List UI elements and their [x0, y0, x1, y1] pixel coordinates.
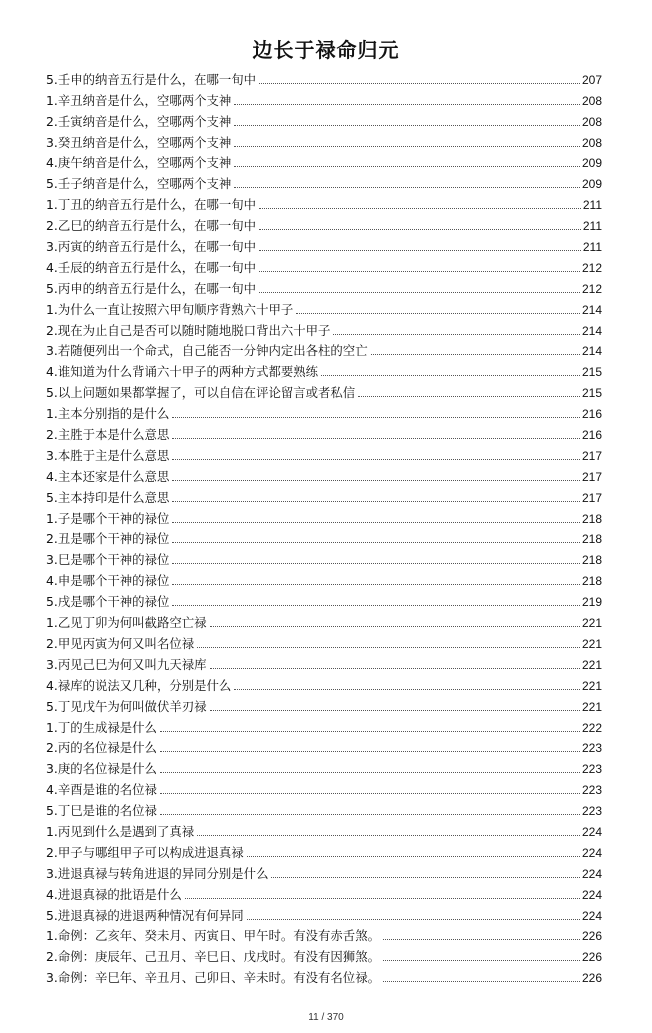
toc-entry-title: 4.禄库的说法又几种，分别是什么	[46, 677, 232, 693]
toc-entry-page: 223	[581, 762, 602, 777]
toc-leader-dots	[197, 835, 580, 836]
toc-entry[interactable]	[46, 234, 602, 255]
toc-entry-title: 1.丙见到什么是遇到了真禄	[46, 823, 195, 839]
toc-leader-dots	[172, 584, 580, 585]
toc-entry-title: 5.以上问题如果都掌握了，可以自信在评论留言或者私信	[46, 385, 356, 401]
toc-entry-title: 1.辛丑纳音是什么，空哪两个支神	[46, 92, 232, 108]
toc-leader-dots	[172, 480, 580, 481]
toc-entry-page: 214	[581, 344, 602, 359]
toc-entry-page: 216	[581, 407, 602, 422]
toc-entry-page: 221	[581, 678, 602, 693]
toc-entry-title: 5.进退真禄的进退两种情况有何异同	[46, 907, 244, 923]
toc-leader-dots	[234, 125, 580, 126]
toc-entry[interactable]	[46, 798, 602, 819]
toc-leader-dots	[234, 689, 580, 690]
toc-leader-dots	[197, 647, 580, 648]
toc-leader-dots	[383, 939, 580, 940]
toc-entry-page: 217	[581, 448, 602, 463]
toc-entry-title: 4.辛酉是谁的名位禄	[46, 782, 157, 798]
toc-leader-dots	[172, 605, 580, 606]
toc-leader-dots	[371, 354, 580, 355]
toc-entry-page: 214	[581, 323, 602, 338]
toc-leader-dots	[172, 563, 580, 564]
toc-entry-page: 208	[581, 93, 602, 108]
toc-entry-title: 1.为什么一直让按照六甲旬顺序背熟六十甲子	[46, 301, 294, 317]
toc-entry-page: 209	[581, 156, 602, 171]
toc-entry[interactable]	[46, 443, 602, 464]
toc-entry[interactable]	[46, 694, 602, 715]
toc-entry-title: 4.进退真禄的批语是什么	[46, 886, 182, 902]
toc-entry[interactable]	[46, 819, 602, 840]
toc-entry-title: 5.丁巳是谁的名位禄	[46, 803, 157, 819]
toc-entry[interactable]	[46, 631, 602, 652]
table-of-contents	[46, 67, 602, 986]
toc-entry[interactable]	[46, 380, 602, 401]
toc-entry-title: 3.巳是哪个干神的禄位	[46, 552, 170, 568]
toc-entry[interactable]	[46, 840, 602, 861]
toc-entry-page: 226	[581, 929, 602, 944]
toc-entry[interactable]	[46, 777, 602, 798]
toc-leader-dots	[160, 814, 580, 815]
toc-entry[interactable]	[46, 652, 602, 673]
toc-entry-page: 218	[581, 574, 602, 589]
toc-entry[interactable]	[46, 255, 602, 276]
toc-leader-dots	[247, 919, 580, 920]
toc-entry-title: 4.壬辰的纳音五行是什么，在哪一旬中	[46, 259, 257, 275]
toc-entry-page: 218	[581, 553, 602, 568]
toc-entry-title: 1.命例：乙亥年、癸未月、丙寅日、甲午时。有没有赤舌煞。	[46, 928, 380, 944]
toc-entry[interactable]	[46, 171, 602, 192]
toc-leader-dots	[247, 856, 580, 857]
toc-entry-title: 3.丙寅的纳音五行是什么，在哪一旬中	[46, 239, 257, 255]
toc-leader-dots	[185, 898, 580, 899]
toc-entry[interactable]	[46, 213, 602, 234]
toc-entry[interactable]	[46, 297, 602, 318]
toc-entry-page: 218	[581, 532, 602, 547]
toc-entry[interactable]	[46, 944, 602, 965]
toc-entry-page: 224	[581, 845, 602, 860]
toc-leader-dots	[210, 668, 580, 669]
toc-entry[interactable]	[46, 715, 602, 736]
toc-entry-page: 211	[582, 198, 602, 213]
toc-entry-title: 3.本胜于主是什么意思	[46, 447, 170, 463]
toc-entry-title: 2.主胜于本是什么意思	[46, 427, 170, 443]
toc-leader-dots	[259, 271, 580, 272]
toc-entry-title: 4.主本还家是什么意思	[46, 468, 170, 484]
toc-entry[interactable]	[46, 151, 602, 172]
toc-entry-page: 226	[581, 950, 602, 965]
toc-leader-dots	[172, 522, 580, 523]
toc-entry-page: 224	[581, 887, 602, 902]
toc-entry-page: 209	[581, 177, 602, 192]
toc-leader-dots	[172, 438, 580, 439]
toc-entry[interactable]	[46, 861, 602, 882]
toc-entry-page: 219	[581, 595, 602, 610]
toc-entry-page: 218	[581, 511, 602, 526]
toc-entry-title: 5.壬申的纳音五行是什么，在哪一旬中	[46, 71, 257, 87]
toc-leader-dots	[259, 229, 581, 230]
toc-entry[interactable]	[46, 568, 602, 589]
toc-entry-title: 2.甲子与哪组甲子可以构成进退真禄	[46, 844, 244, 860]
toc-leader-dots	[172, 459, 580, 460]
toc-entry-page: 224	[581, 824, 602, 839]
toc-entry[interactable]	[46, 736, 602, 757]
toc-leader-dots	[210, 710, 580, 711]
toc-entry-title: 5.壬子纳音是什么，空哪两个支神	[46, 176, 232, 192]
toc-leader-dots	[160, 793, 580, 794]
toc-entry-title: 5.丙申的纳音五行是什么，在哪一旬中	[46, 280, 257, 296]
toc-entry-page: 216	[581, 428, 602, 443]
toc-entry-title: 2.命例：庚辰年、己丑月、辛巳日、戊戌时。有没有因狮煞。	[46, 949, 380, 965]
toc-entry-title: 2.丑是哪个干神的禄位	[46, 531, 170, 547]
toc-entry-title: 5.丁见戊午为何叫做伏羊刃禄	[46, 698, 207, 714]
toc-entry-page: 221	[581, 616, 602, 631]
toc-entry-title: 2.丙的名位禄是什么	[46, 740, 157, 756]
toc-leader-dots	[296, 313, 580, 314]
toc-leader-dots	[383, 960, 580, 961]
toc-entry-page: 224	[581, 866, 602, 881]
toc-leader-dots	[358, 396, 580, 397]
toc-leader-dots	[172, 542, 580, 543]
toc-entry-page: 207	[581, 72, 602, 87]
toc-entry[interactable]	[46, 464, 602, 485]
toc-entry[interactable]	[46, 547, 602, 568]
toc-entry-page: 217	[581, 469, 602, 484]
toc-entry[interactable]	[46, 756, 602, 777]
toc-leader-dots	[259, 83, 580, 84]
toc-entry-title: 2.乙巳的纳音五行是什么，在哪一旬中	[46, 218, 257, 234]
toc-leader-dots	[160, 751, 580, 752]
toc-entry-title: 2.现在为止自己是否可以随时随地脱口背出六十甲子	[46, 322, 331, 338]
toc-entry[interactable]	[46, 67, 602, 88]
toc-entry-page: 221	[581, 699, 602, 714]
toc-leader-dots	[160, 731, 580, 732]
toc-entry-page: 217	[581, 490, 602, 505]
toc-entry[interactable]	[46, 359, 602, 380]
toc-leader-dots	[271, 877, 580, 878]
toc-entry-page: 224	[581, 908, 602, 923]
toc-entry[interactable]	[46, 485, 602, 506]
toc-entry[interactable]	[46, 506, 602, 527]
toc-leader-dots	[234, 104, 580, 105]
toc-leader-dots	[210, 626, 580, 627]
toc-entry-page: 214	[581, 302, 602, 317]
toc-entry[interactable]	[46, 339, 602, 360]
toc-entry[interactable]	[46, 109, 602, 130]
toc-entry-title: 3.进退真禄与转角进退的异同分别是什么	[46, 865, 269, 881]
toc-entry[interactable]	[46, 610, 602, 631]
toc-leader-dots	[383, 981, 580, 982]
toc-entry-page: 226	[581, 971, 602, 986]
toc-entry[interactable]	[46, 589, 602, 610]
toc-entry[interactable]	[46, 318, 602, 339]
toc-entry-page: 211	[582, 219, 602, 234]
toc-entry[interactable]	[46, 401, 602, 422]
toc-leader-dots	[259, 208, 581, 209]
toc-entry-page: 223	[581, 804, 602, 819]
toc-leader-dots	[333, 334, 580, 335]
page-title: 边长于禄命归元	[252, 38, 400, 62]
toc-leader-dots	[234, 187, 580, 188]
toc-leader-dots	[259, 250, 581, 251]
toc-entry[interactable]	[46, 965, 602, 986]
toc-entry-page: 208	[581, 135, 602, 150]
toc-leader-dots	[234, 166, 580, 167]
toc-entry-page: 221	[581, 636, 602, 651]
toc-entry[interactable]	[46, 527, 602, 548]
toc-entry[interactable]	[46, 130, 602, 151]
toc-entry-title: 3.命例：辛巳年、辛丑月、己卯日、辛未时。有没有名位禄。	[46, 970, 380, 986]
toc-entry[interactable]	[46, 276, 602, 297]
toc-entry-title: 1.主本分别指的是什么	[46, 406, 170, 422]
toc-entry-title: 1.丁丑的纳音五行是什么，在哪一旬中	[46, 197, 257, 213]
toc-entry[interactable]	[46, 192, 602, 213]
toc-entry-title: 3.丙见己巳为何又叫九天禄库	[46, 656, 207, 672]
toc-entry-title: 4.申是哪个干神的禄位	[46, 573, 170, 589]
toc-leader-dots	[160, 772, 580, 773]
toc-entry-page: 215	[581, 365, 602, 380]
toc-entry[interactable]	[46, 924, 602, 945]
toc-entry-title: 4.谁知道为什么背诵六十甲子的两种方式都要熟练	[46, 364, 319, 380]
toc-entry[interactable]	[46, 903, 602, 924]
toc-entry[interactable]	[46, 422, 602, 443]
toc-entry-title: 5.戌是哪个干神的禄位	[46, 594, 170, 610]
toc-entry-title: 3.若随便列出一个命式，自己能否一分钟内定出各柱的空亡	[46, 343, 368, 359]
toc-entry-page: 208	[581, 114, 602, 129]
toc-entry-title: 2.甲见丙寅为何又叫名位禄	[46, 635, 195, 651]
toc-entry-page: 221	[581, 657, 602, 672]
toc-entry-page: 222	[581, 720, 602, 735]
page-number: 11 / 370	[308, 1012, 344, 1023]
toc-entry-title: 1.丁的生成禄是什么	[46, 719, 157, 735]
toc-entry-page: 223	[581, 741, 602, 756]
toc-entry-title: 3.庚的名位禄是什么	[46, 761, 157, 777]
toc-entry-title: 1.乙见丁卯为何叫截路空亡禄	[46, 615, 207, 631]
toc-leader-dots	[172, 501, 580, 502]
toc-entry-title: 2.壬寅纳音是什么，空哪两个支神	[46, 113, 232, 129]
toc-entry[interactable]	[46, 882, 602, 903]
toc-entry-page: 223	[581, 783, 602, 798]
toc-entry[interactable]	[46, 88, 602, 109]
toc-leader-dots	[321, 375, 580, 376]
toc-entry[interactable]	[46, 673, 602, 694]
toc-entry-title: 4.庚午纳音是什么，空哪两个支神	[46, 155, 232, 171]
toc-entry-page: 212	[581, 260, 602, 275]
toc-leader-dots	[259, 292, 580, 293]
toc-entry-page: 212	[581, 281, 602, 296]
toc-entry-page: 215	[581, 386, 602, 401]
toc-entry-title: 1.子是哪个干神的禄位	[46, 510, 170, 526]
toc-entry-title: 3.癸丑纳音是什么，空哪两个支神	[46, 134, 232, 150]
toc-entry-page: 211	[582, 240, 602, 255]
toc-leader-dots	[172, 417, 580, 418]
toc-leader-dots	[234, 146, 580, 147]
toc-entry-title: 5.主本持印是什么意思	[46, 489, 170, 505]
